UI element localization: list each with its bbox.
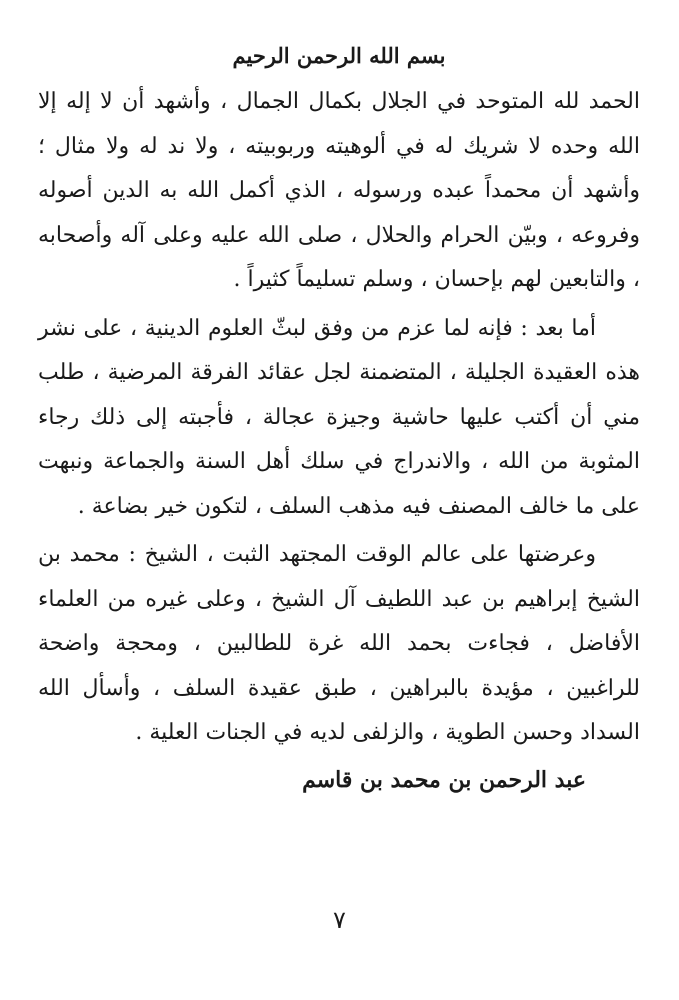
basmala-heading: بسم الله الرحمن الرحيم bbox=[232, 43, 446, 68]
page-number: ٧ bbox=[333, 906, 346, 934]
document-page bbox=[38, 38, 640, 968]
paragraph-review: وعرضتها على عالم الوقت المجتهد الثبت ، الشيخ : محمد بن الشيخ إبراهيم بن عبد اللطيف آل الشيخ ، وعلى غيره من العلماء الأفاضل ، فجاءت بحمد الله غرة للطالبين ، ومحجة واضحة للراغبين ، مؤيدة بالبراهين ، طبق عقيدة السلف ، وأسأل الله السداد وحسن الطوية ، والزلفى لديه في الجنات العلية . bbox=[38, 542, 640, 745]
paragraph-introduction: أما بعد : فإنه لما عزم من وفق لبثّ العلوم الدينية ، على نشر هذه العقيدة الجليلة ، المتضمنة لجل عقائد الفرقة المرضية ، طلب مني أن أكتب عليها حاشية وجيزة عجالة ، فأجبته إلى ذلك رجاء المثوبة من الله ، والاندراج في سلك أهل السنة والجماعة ونبهت على ما خالف المصنف فيه مذهب السلف ، لتكون خير بضاعة . bbox=[38, 315, 640, 519]
paragraph-praise: الحمد لله المتوحد في الجلال بكمال الجمال ، وأشهد أن لا إله إلا الله وحده لا شريك له في ألوهيته وربوبيته ، ولا ند له ولا مثال ؛ وأشهد أن محمداً عبده ورسوله ، الذي أكمل الله به الدين أصوله وفروعه ، وبيّن الحرام والحلال ، صلى الله عليه وعلى آله وأصحابه ، والتابعين لهم بإحسان ، وسلم تسليماً كثيراً . bbox=[38, 89, 640, 292]
author-signature: عبد الرحمن بن محمد بن قاسم bbox=[302, 766, 586, 793]
